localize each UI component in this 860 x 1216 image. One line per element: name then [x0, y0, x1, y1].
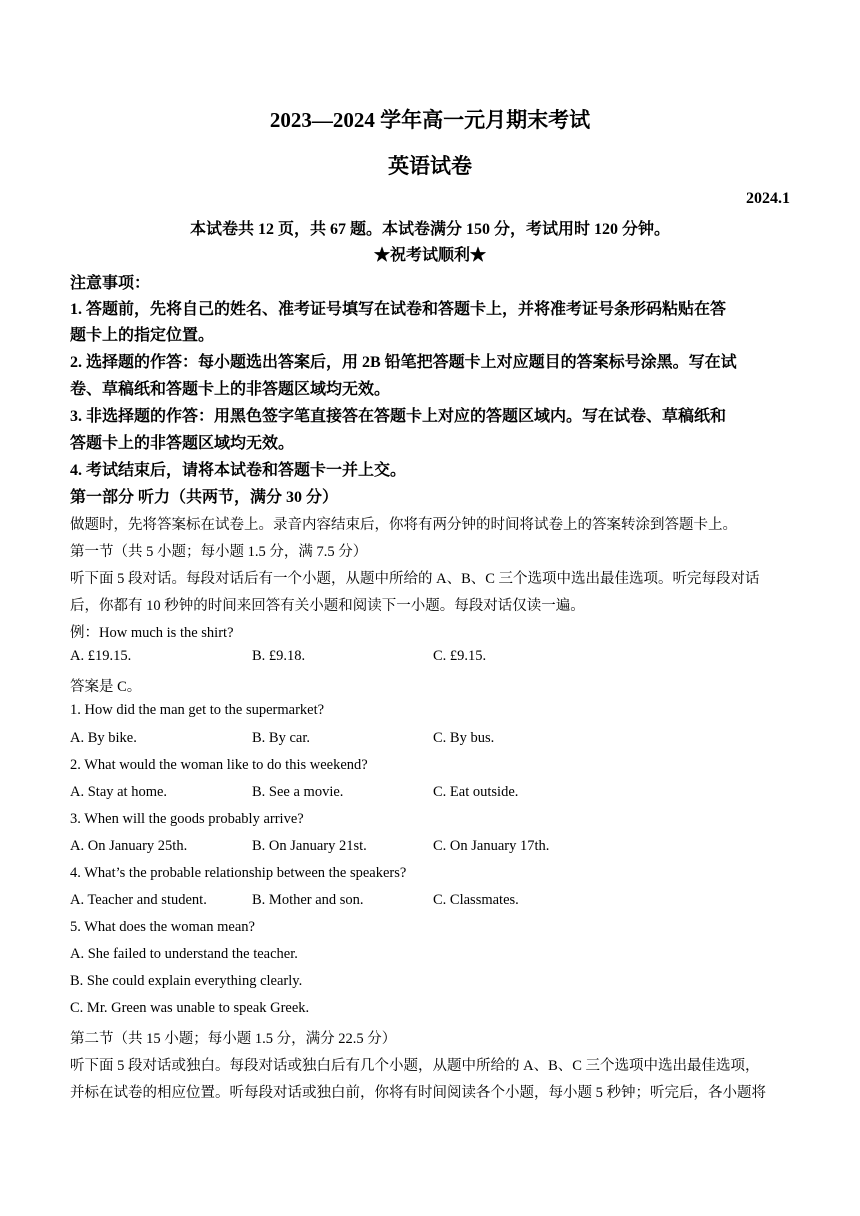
example-option-c: C. £9.15.	[433, 648, 487, 664]
question-3: 3. When will the goods probably arrive?	[70, 811, 304, 827]
exam-wish: ★祝考试顺利★	[373, 247, 486, 264]
question-3-option-a: A. On January 25th.	[70, 838, 188, 854]
example-question: 例：How much is the shirt?	[70, 625, 234, 641]
question-2-option-b: B. See a movie.	[252, 784, 344, 800]
exam-date: 2024.1	[746, 190, 790, 207]
notes-heading: 注意事项：	[70, 275, 151, 292]
note-line: 答题卡上的非答题区域均无效。	[70, 435, 295, 452]
question-5-option-c: C. Mr. Green was unable to speak Greek.	[70, 1000, 310, 1016]
exam-summary: 本试卷共 12 页，共 67 题。本试卷满分 150 分，考试用时 120 分钟。	[189, 221, 670, 238]
question-1-option-b: B. By car.	[252, 730, 310, 746]
question-5: 5. What does the woman mean?	[70, 919, 255, 935]
section1-instruction: 后，你都有 10 秒钟的时间来回答有关小题和阅读下一小题。每段对话仅读一遍。	[70, 598, 585, 614]
question-2-option-c: C. Eat outside.	[433, 784, 519, 800]
part1-instruction: 做题时，先将答案标在试卷上。录音内容结束后，你将有两分钟的时间将试卷上的答案转涂到答题卡上。	[70, 517, 737, 533]
question-3-option-c: C. On January 17th.	[433, 838, 550, 854]
question-1-option-a: A. By bike.	[70, 730, 137, 746]
section1-heading: 第一节（共 5 小题；每小题 1.5 分，满 7.5 分）	[70, 544, 368, 560]
example-option-b: B. £9.18.	[252, 648, 306, 664]
exam-subtitle: 英语试卷	[388, 154, 472, 178]
question-4-option-a: A. Teacher and student.	[70, 892, 207, 908]
question-1-option-c: C. By bus.	[433, 730, 495, 746]
exam-title: 2023—2024 学年高一元月期末考试	[269, 108, 591, 132]
question-5-option-a: A. She failed to understand the teacher.	[70, 946, 298, 962]
section1-instruction: 听下面 5 段对话。每段对话后有一个小题，从题中所给的 A、B、C 三个选项中选出最佳选项。听完每段对话	[70, 571, 760, 587]
section2-instruction: 并标在试卷的相应位置。听每段对话或独白前，你将有时间阅读各个小题，每小题 5 秒钟；听完后，各小题将	[70, 1085, 766, 1101]
note-line: 题卡上的指定位置。	[70, 327, 215, 344]
question-2: 2. What would the woman like to do this weekend?	[70, 757, 368, 773]
section2-instruction: 听下面 5 段对话或独白。每段对话或独白后有几个小题，从题中所给的 A、B、C 三个选项中选出最佳选项，	[70, 1058, 760, 1074]
note-line: 卷、草稿纸和答题卡上的非答题区域均无效。	[70, 381, 391, 398]
question-4: 4. What’s the probable relationship between the speakers?	[70, 865, 407, 881]
note-line: 1. 答题前，先将自己的姓名、准考证号填写在试卷和答题卡上，并将准考证号条形码粘贴在答	[70, 301, 727, 318]
question-4-option-c: C. Classmates.	[433, 892, 519, 908]
question-2-option-a: A. Stay at home.	[70, 784, 168, 800]
question-5-option-b: B. She could explain everything clearly.	[70, 973, 303, 989]
question-1: 1. How did the man get to the supermarket?	[70, 702, 325, 718]
example-option-a: A. £19.15.	[70, 648, 132, 664]
question-4-option-b: B. Mother and son.	[252, 892, 364, 908]
example-answer: 答案是 C。	[70, 679, 142, 695]
note-line: 3. 非选择题的作答：用黑色签字笔直接答在答题卡上对应的答题区域内。写在试卷、草稿纸和	[70, 408, 727, 425]
part1-heading: 第一部分 听力（共两节，满分 30 分）	[70, 489, 339, 506]
note-line: 2. 选择题的作答：每小题选出答案后，用 2B 铅笔把答题卡上对应题目的答案标号涂黑。写在试	[70, 354, 737, 371]
section2-heading: 第二节（共 15 小题；每小题 1.5 分，满分 22.5 分）	[70, 1031, 397, 1047]
note-line: 4. 考试结束后，请将本试卷和答题卡一并上交。	[70, 462, 407, 479]
question-3-option-b: B. On January 21st.	[252, 838, 367, 854]
